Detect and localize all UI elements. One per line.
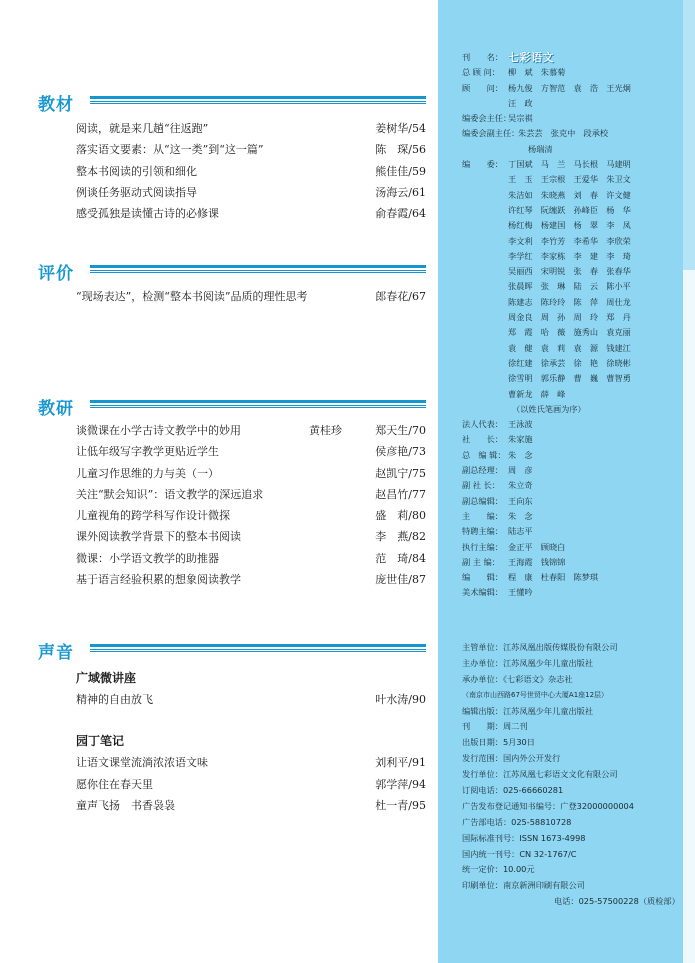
advisors-line-2: 汪 政 — [508, 97, 533, 108]
editors-line: 李学红 李家栋 李 建 李 琦 — [508, 250, 631, 261]
subsection-title: 广域微讲座 — [76, 671, 137, 685]
entry-author-page: 李 燕/82 — [375, 530, 426, 544]
section-pingjia — [38, 259, 428, 307]
publishing-line: 发行单位：江苏凤凰七彩语文文化有限公司 — [462, 769, 618, 780]
toc-entry[interactable] — [38, 161, 428, 182]
editors-line: 曹新龙 薛 峰 — [508, 388, 566, 399]
section-title: 声音 — [38, 643, 74, 663]
toc-entry[interactable] — [38, 139, 428, 160]
publishing-line: 出版日期：5月30日 — [462, 737, 535, 748]
entry-author-page: 盛 莉/80 — [375, 509, 426, 523]
entry-title: 微课：小学语文教学的助推器 — [76, 551, 219, 565]
decorative-stripe — [683, 0, 695, 270]
president-line: 社 长： 朱家施 — [462, 434, 533, 445]
toc-entry[interactable] — [38, 182, 428, 203]
entry-author-page: 汤海云/61 — [375, 185, 426, 199]
entry-title: 例谈任务驱动式阅读指导 — [76, 185, 197, 199]
editorial-director-line: 编委会主任： 吴宗祺 — [462, 113, 533, 124]
section-rule — [90, 96, 426, 104]
entry-author-page: 叶水涛/90 — [375, 693, 426, 706]
entry-title: 让语文课堂流淌浓浓语文味 — [76, 756, 208, 770]
toc-entry[interactable] — [38, 441, 428, 462]
entry-author-page: 侯彦艳/73 — [375, 445, 426, 459]
section-title: 教研 — [38, 399, 74, 419]
masthead-panel — [438, 0, 695, 963]
publishing-address: （南京市山西路67号世贸中心大厦A1座12层） — [462, 690, 609, 699]
journal-name-line: 刊 名： 七彩语文 — [462, 51, 554, 64]
editors-line: 朱洁如 朱晓燕 刘 春 许文健 — [508, 189, 631, 200]
toc-entry[interactable] — [38, 752, 428, 773]
toc-entry[interactable] — [38, 774, 428, 795]
entry-author-page: 庞世佳/87 — [375, 573, 426, 587]
journal-logo: 七彩语文 — [508, 51, 554, 64]
section-shengyin — [38, 638, 428, 816]
toc-entry[interactable] — [38, 795, 428, 816]
entry-title: 让低年级写字教学更贴近学生 — [76, 445, 219, 459]
toc-entry[interactable] — [38, 286, 428, 307]
section-jiaocai — [38, 90, 428, 224]
editors-line: 陈建志 陈玲玲 陈 萍 周仕龙 — [508, 296, 631, 307]
toc-entry[interactable] — [38, 484, 428, 505]
editors-line: 许红琴 阮缠跃 孙峰臣 杨 华 — [508, 204, 631, 215]
masthead — [462, 50, 667, 601]
chief-editor-line: 总 编 辑： 朱 念 — [462, 449, 533, 460]
editors-line: 徐雪明 郭乐静 曹 巍 曹智勇 — [508, 373, 631, 384]
toc-entry[interactable] — [38, 569, 428, 590]
entry-title: 童声飞扬 书香袅袅 — [76, 798, 175, 812]
entry-title: 愿你住在春天里 — [76, 777, 153, 791]
entry-title: 阅读，就是来几趟“往返跑” — [76, 122, 209, 135]
entry-title: 关注“默会知识”：语文教学的深远追求 — [76, 487, 264, 501]
publishing-line: 承办单位：《七彩语文》杂志社 — [462, 673, 573, 684]
entry-title: 落实语文要素：从“这一类”到“这一篇” — [76, 143, 264, 157]
publishing-line: 主管单位：江苏凤凰出版传媒股份有限公司 — [462, 642, 618, 652]
deputy-president-line: 副 社 长： 朱立奇 — [462, 480, 533, 491]
entry-author-page: 郑天生/70 — [375, 424, 426, 437]
publishing-line: 广告发布登记通知书编号：广登32000000004 — [462, 800, 634, 811]
entry-title: 儿童视角的跨学科写作设计微探 — [76, 509, 230, 523]
toc-entry[interactable] — [38, 505, 428, 526]
editors-line: 徐红建 徐承芸 徐 艳 徐晓彬 — [508, 357, 631, 368]
publishing-line: 电话：025-57500228（质检部） — [554, 896, 680, 907]
entry-title: 谈微课在小学古诗文教学中的妙用 — [76, 424, 241, 437]
entry-author-page: 刘利平/91 — [375, 756, 426, 770]
exec-editor-line: 执行主编： 金正平 顾晓白 — [462, 541, 566, 552]
art-editor-line: 美术编辑： 王懂吟 — [462, 587, 533, 598]
publishing-info — [462, 640, 687, 910]
entry-author-page: 熊佳佳/59 — [375, 164, 426, 178]
entry-author-page: 郭学萍/94 — [375, 777, 426, 791]
publishing-line: 印刷单位：南京新洲印刷有限公司 — [462, 880, 585, 891]
editing-line: 编 辑： 程 康 杜春阳 陈梦琪 — [462, 572, 599, 583]
deputy-chief-line: 副总编辑： 王向东 — [462, 495, 533, 506]
editorial-deputy-line-2: 杨瑞清 — [528, 143, 553, 154]
entry-title: “现场表达”，检测“整本书阅读”品质的理性思考 — [76, 290, 308, 303]
section-rule — [90, 400, 426, 408]
entry-author-page: 范 琦/84 — [375, 551, 426, 565]
toc-entry[interactable] — [38, 689, 428, 710]
entry-author-page: 陈 琛/56 — [375, 143, 426, 157]
publishing-line: 统一定价：10.00元 — [462, 864, 535, 875]
entry-title: 儿童习作思维的力与美（一） — [76, 466, 219, 480]
editors-line: 张晨晖 张 琳 陆 云 陈小平 — [508, 281, 631, 292]
publishing-line: 广告部电话：025-58810728 — [462, 816, 572, 827]
toc-entry[interactable] — [38, 526, 428, 547]
editors-line: 周金良 周 孙 周 玲 郑 丹 — [508, 312, 631, 323]
entry-author-page: 赵昌竹/77 — [375, 487, 426, 501]
editorial-deputy-line: 编委会副主任： 朱芸芸 张克中 段承校 — [462, 128, 609, 139]
subsection-title: 园丁笔记 — [76, 734, 125, 749]
general-advisor-line: 总 顾 问： 柳 斌 朱慕菊 — [462, 67, 566, 78]
section-title: 教材 — [38, 95, 74, 115]
publishing-line: 订阅电话：025-66660281 — [462, 785, 564, 796]
entry-title: 感受孤独是读懂古诗的必修课 — [76, 207, 219, 221]
publishing-line: 发行范围：国内外公开发行 — [462, 753, 561, 764]
toc-entry[interactable] — [38, 463, 428, 484]
toc-entry[interactable] — [38, 420, 428, 441]
toc-entry[interactable] — [38, 203, 428, 224]
publishing-line: 国际标准刊号：ISSN 1673-4998 — [462, 832, 586, 843]
section-header — [38, 394, 428, 420]
publishing-line: 编辑出版：江苏凤凰少年儿童出版社 — [462, 705, 594, 716]
advisors-line: 顾 问： 杨九俊 方智范 袁 浩 王光炯 — [462, 82, 631, 93]
publishing-line: 国内统一刊号：CN 32-1767/C — [462, 848, 577, 859]
section-header — [38, 638, 428, 664]
toc-entry[interactable] — [38, 118, 428, 139]
toc-entry[interactable] — [38, 548, 428, 569]
section-rule — [90, 265, 426, 273]
deputy-editor-line: 副 主 编： 王海霞 钱锦锦 — [462, 556, 566, 567]
deputy-manager-line: 副总经理： 周 彦 — [462, 465, 533, 476]
special-editor-line: 特聘主编： 陆志平 — [462, 526, 533, 537]
editors-line: 李文利 李竹芳 李希华 李欣荣 — [508, 235, 631, 246]
editors-line: 袁 健 袁 莉 袁 源 钱建江 — [508, 342, 631, 353]
section-rule — [90, 644, 426, 652]
section-title: 评价 — [38, 264, 74, 284]
publishing-line: 刊 期：周二刊 — [462, 721, 528, 732]
section-jiaoyan — [38, 394, 428, 590]
publishing-line: 主办单位：江苏凤凰少年儿童出版社 — [462, 657, 594, 668]
entry-title: 整本书阅读的引领和细化 — [76, 164, 197, 178]
editors-line: 郑 霞 哈 薇 施秀山 袁克丽 — [508, 327, 631, 338]
entry-title: 基于语言经验积累的想象阅读教学 — [76, 573, 241, 587]
section-header — [38, 90, 428, 116]
entry-title: 课外阅读教学背景下的整本书阅读 — [76, 530, 241, 544]
entry-author-page: 赵凯宁/75 — [375, 466, 426, 480]
editors-line: 王 玉 王宗根 王爱华 朱卫文 — [508, 174, 631, 185]
section-header — [38, 259, 428, 285]
editors-line: 杨红梅 杨建国 杨 翠 李 凤 — [508, 220, 631, 231]
entry-coauthor: 黄桂珍 — [309, 424, 342, 437]
entry-author-page: 姜树华/54 — [375, 122, 426, 135]
editors-line: 吴丽西 宋明锐 张 春 张春华 — [508, 266, 631, 277]
entry-title: 精神的自由放飞 — [76, 693, 153, 706]
entry-author-page: 郎春花/67 — [375, 290, 426, 303]
editors-note: （以姓氏笔画为序） — [512, 403, 586, 414]
editor-in-chief-line: 主 编： 朱 念 — [462, 510, 533, 521]
legal-rep-line: 法人代表： 王泳波 — [462, 419, 533, 430]
entry-author-page: 俞春霞/64 — [375, 207, 426, 221]
editors-line: 编 委： 丁国斌 马 兰 马长根 马建明 — [462, 159, 631, 170]
entry-author-page: 杜一青/95 — [375, 798, 426, 812]
